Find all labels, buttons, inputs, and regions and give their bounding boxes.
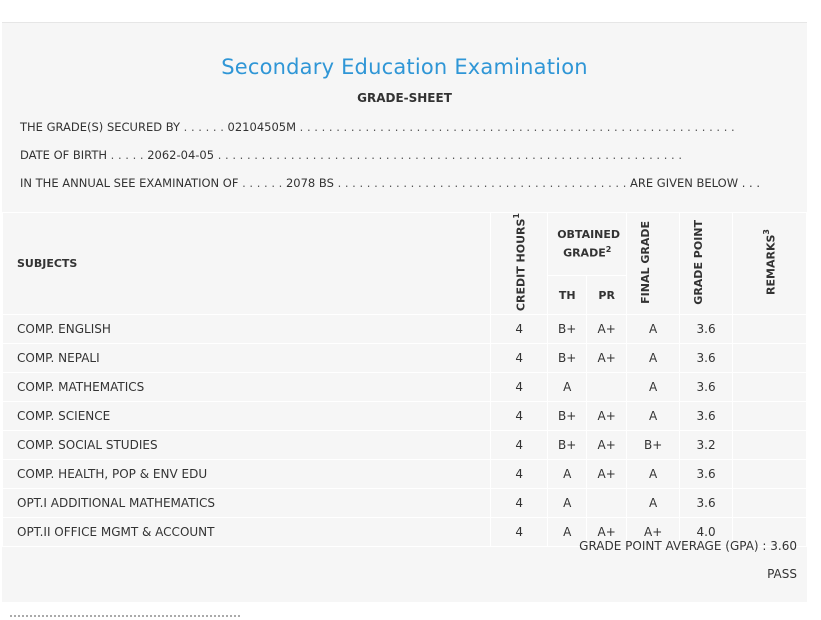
final-grade-header	[627, 213, 680, 315]
grade-point-cell: 3.6	[680, 402, 733, 431]
obtained-grade-header	[548, 213, 627, 276]
th-grade-cell: A	[548, 489, 587, 518]
credit-cell: 4	[491, 489, 548, 518]
secured-by-line: THE GRADE(S) SECURED BY . . . . . . 02104505M . . . . . . . . . . . . . . . . . . . . . . . . . . . . . . . . . . . . . . . . . . . . . . . . . . . . . . . . . . . .	[20, 120, 735, 134]
credit-cell: 4	[491, 344, 548, 373]
dob-label: DATE OF BIRTH	[20, 148, 108, 162]
final-grade-cell: A	[627, 402, 680, 431]
subject-cell: COMP. ENGLISH	[3, 315, 491, 344]
credit-cell: 4	[491, 431, 548, 460]
th-grade-cell: A	[548, 460, 587, 489]
remarks-cell	[733, 460, 807, 489]
exam-title: Secondary Education Examination	[221, 55, 588, 79]
grade-point-header	[680, 213, 733, 315]
pr-grade-cell	[587, 489, 627, 518]
footnote-divider	[10, 615, 240, 620]
gpa-line	[579, 539, 797, 553]
table-row	[3, 402, 807, 431]
final-grade-cell: A	[627, 373, 680, 402]
remarks-cell	[733, 373, 807, 402]
final-grade-cell: A	[627, 460, 680, 489]
th-label: TH	[558, 288, 576, 302]
pr-header	[587, 276, 627, 315]
top-bar	[0, 0, 821, 14]
dob-value: 2062-04-05	[147, 148, 215, 162]
th-header	[548, 276, 587, 315]
final-grade-cell: B+	[627, 431, 680, 460]
th-grade-cell: B+	[548, 431, 587, 460]
grade-point-cell: 3.6	[680, 344, 733, 373]
remarks-cell	[733, 344, 807, 373]
subject-cell: COMP. SCIENCE	[3, 402, 491, 431]
final-grade-cell: A+	[627, 518, 680, 547]
credit-cell: 4	[491, 402, 548, 431]
symbol-number: 02104505M	[227, 120, 297, 134]
remarks-footnote: 3	[762, 229, 772, 235]
table-row	[3, 373, 807, 402]
result-status: PASS	[767, 567, 797, 581]
subject-cell: COMP. HEALTH, POP & ENV EDU	[3, 460, 491, 489]
grade-point-cell: 3.2	[680, 431, 733, 460]
pr-grade-cell: A+	[587, 431, 627, 460]
grade-sheet-heading: GRADE-SHEET	[357, 91, 452, 105]
remarks-cell	[733, 431, 807, 460]
gpa-label: GRADE POINT AVERAGE (GPA) :	[579, 539, 767, 553]
exam-year: 2078 BS	[285, 176, 334, 190]
credit-cell: 4	[491, 518, 548, 547]
table-row	[3, 315, 807, 344]
credit-cell: 4	[491, 373, 548, 402]
table-row	[3, 460, 807, 489]
obtained-grade-label: OBTAINED GRADE	[557, 228, 621, 261]
pr-grade-cell	[587, 373, 627, 402]
pr-grade-cell: A+	[587, 402, 627, 431]
grade-point-cell: 3.6	[680, 315, 733, 344]
final-grade-cell: A	[627, 489, 680, 518]
grade-point-cell: 3.6	[680, 460, 733, 489]
th-grade-cell: A	[548, 518, 587, 547]
subject-cell: COMP. MATHEMATICS	[3, 373, 491, 402]
given-below-text: ARE GIVEN BELOW . . .	[630, 176, 760, 190]
final-grade-cell: A	[627, 315, 680, 344]
remarks-cell	[733, 489, 807, 518]
th-grade-cell: B+	[548, 315, 587, 344]
subjects-header-label: SUBJECTS	[17, 257, 78, 271]
obtained-grade-footnote: 2	[605, 245, 612, 255]
pr-grade-cell: A+	[587, 315, 627, 344]
credit-hours-label: CREDIT HOURS	[514, 218, 528, 312]
table-row	[3, 431, 807, 460]
subjects-header	[3, 213, 491, 315]
remarks-cell	[733, 315, 807, 344]
gpa-value: 3.60	[770, 539, 797, 553]
subject-cell: COMP. NEPALI	[3, 344, 491, 373]
pr-grade-cell: A+	[587, 344, 627, 373]
pr-label: PR	[598, 288, 615, 302]
grades-table	[2, 212, 807, 547]
secured-by-label: THE GRADE(S) SECURED BY	[20, 120, 181, 134]
grade-point-cell: 3.6	[680, 489, 733, 518]
remarks-label: REMARKS	[764, 234, 778, 296]
table-row	[3, 344, 807, 373]
th-grade-cell: B+	[548, 402, 587, 431]
grade-sheet-card	[2, 22, 807, 602]
remarks-header	[733, 213, 807, 315]
credit-hours-footnote: 1	[511, 213, 521, 219]
subject-cell: OPT.I ADDITIONAL MATHEMATICS	[3, 489, 491, 518]
final-grade-label: FINAL GRADE	[639, 220, 653, 304]
dob-line: DATE OF BIRTH . . . . . 2062-04-05 . . . . . . . . . . . . . . . . . . . . . . . . . . . . . . . . . . . . . . . . . . . . . . . . . . . . . . . . . . . . . . . .	[20, 148, 682, 162]
credit-cell: 4	[491, 315, 548, 344]
final-grade-cell: A	[627, 344, 680, 373]
th-grade-cell: A	[548, 373, 587, 402]
subject-cell: COMP. SOCIAL STUDIES	[3, 431, 491, 460]
exam-line: IN THE ANNUAL SEE EXAMINATION OF . . . . . . 2078 BS . . . . . . . . . . . . . . . . . . . . . . . . . . . . . . . . . . . . . . . . ARE GIVEN BELOW . . .	[20, 176, 760, 190]
credit-cell: 4	[491, 460, 548, 489]
exam-label: IN THE ANNUAL SEE EXAMINATION OF	[20, 176, 239, 190]
grade-point-cell: 4.0	[680, 518, 733, 547]
credit-hours-header	[491, 213, 548, 315]
th-grade-cell: B+	[548, 344, 587, 373]
grade-point-cell: 3.6	[680, 373, 733, 402]
pr-grade-cell: A+	[587, 518, 627, 547]
subject-cell: OPT.II OFFICE MGMT & ACCOUNT	[3, 518, 491, 547]
table-row	[3, 489, 807, 518]
pr-grade-cell: A+	[587, 460, 627, 489]
remarks-cell	[733, 402, 807, 431]
grade-point-label: GRADE POINT	[692, 219, 706, 305]
